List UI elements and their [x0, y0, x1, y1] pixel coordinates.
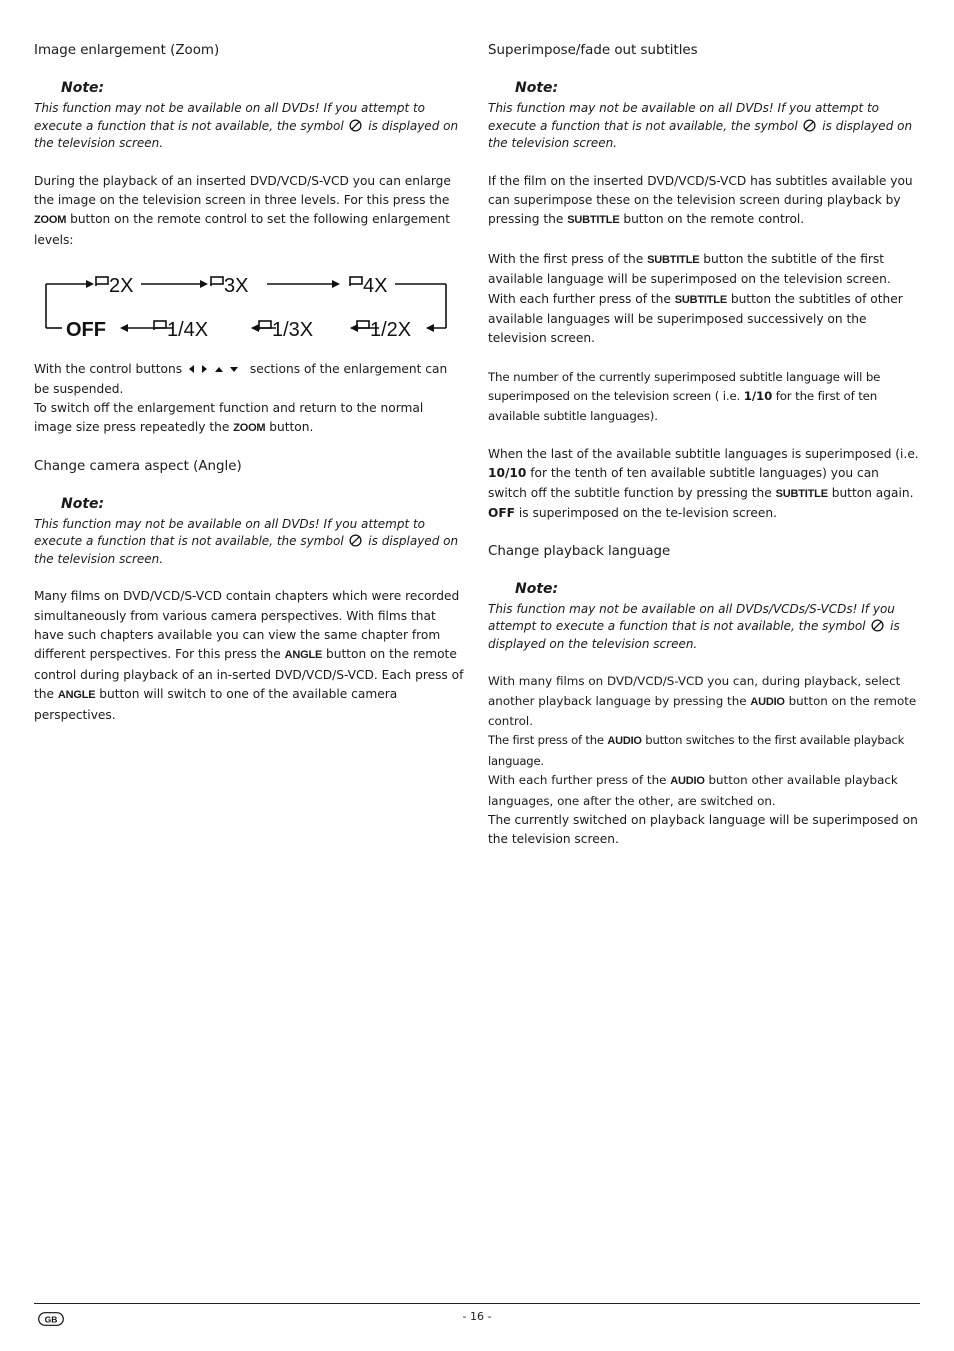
subtitles-note-text: This function may not be available on all DVDs! If you attempt to execute a function that is not available, the symbol is displayed on the television screen. — [488, 101, 913, 150]
angle-note-title: Note: — [61, 495, 105, 512]
zoom-paragraph-3: To switch off the enlargement function and return to the normal image size press repeatedly the ZOOM button. — [34, 400, 424, 435]
zoom-level-quarter: 1/4X — [167, 319, 209, 339]
prohibited-icon — [349, 119, 362, 132]
audio-paragraph-3: With each further press of the AUDIO button other available playback languages, one after the other, are switched on. — [488, 773, 898, 808]
subtitles-note-title: Note: — [515, 80, 559, 96]
zoom-level-3x: 3X — [224, 275, 249, 298]
zoom-paragraph-1: During the playback of an inserted DVD/VCD/S-VCD you can enlarge the image on the television screen in three levels. For this press the ZOOM button on the remote control to set the following enlargement levels: — [34, 173, 451, 247]
subtitles-heading: Superimpose/fade out subtitles — [488, 43, 698, 58]
zoom-level-half: 1/2X — [370, 319, 412, 339]
zoom-level-third: 1/3X — [272, 319, 314, 339]
angle-note-text: This function may not be available on all DVDs! If you attempt to execute a function that is not available, the symbol is displayed on the television screen. — [34, 516, 459, 566]
zoom-key: ZOOM — [34, 214, 67, 227]
zoom-level-4x: 4X — [363, 275, 388, 298]
angle-heading: Change camera aspect (Angle) — [34, 458, 242, 474]
audio-paragraph-1: With many films on DVD/VCD/S-VCD you can, during playback, select another playback language by pressing the AUDIO button on the remote control. — [488, 674, 917, 728]
audio-paragraph-2: The first press of the AUDIO button switches to the first available playback language. — [488, 733, 905, 768]
country-badge-label: GB — [44, 1314, 58, 1325]
prohibited-icon — [349, 534, 362, 547]
zoom-heading: Image enlargement (Zoom) — [34, 43, 220, 58]
left-column — [34, 40, 464, 725]
subtitles-paragraph-1: If the film on the inserted DVD/VCD/S-VCD has subtitles available you can superimpose these on the television screen during playback by pressing the SUBTITLE button on the remote control. — [488, 173, 913, 227]
subtitles-paragraph-2: With the first press of the SUBTITLE button the subtitle of the first available language will be superimposed on the television screen. With each further press of the SUBTITLE button the subtitles of other available languages will be superimposed successively on the television screen. — [488, 251, 903, 346]
angle-paragraph: Many films on DVD/VCD/S-VCD contain chapters which were recorded simultaneously from various camera perspectives. With films that have such chapters available you can view the same chapter from different perspectives. For this press the ANGLE button on the remote control during playback of an in-serted DVD/VCD/S-VCD. Each press of the ANGLE button will switch to one of the available camera perspectives. — [34, 589, 464, 722]
footer-divider — [34, 1303, 920, 1304]
zoom-levels-diagram — [40, 272, 452, 338]
zoom-level-2x: 2X — [109, 275, 134, 298]
prohibited-icon — [871, 619, 884, 632]
right-column — [488, 40, 920, 850]
prohibited-icon — [803, 119, 816, 132]
audio-note-title: Note: — [515, 580, 559, 597]
subtitles-paragraph-4: When the last of the available subtitle languages is superimposed (i.e. 10/10 for the tenth of ten available subtitle languages) you can switch off the subtitle function by pressing the SUBTITLE button again. OFF is superimposed on the te-levision screen. — [488, 446, 919, 521]
audio-heading: Change playback language — [488, 543, 671, 559]
audio-note-text: This function may not be available on all DVDs/VCDs/S-VCDs! If you attempt to execute a function that is not available, the symbol is displayed on the television screen. — [488, 601, 900, 651]
audio-paragraph-4: The currently switched on playback language will be superimposed on the television screen. — [488, 812, 918, 847]
zoom-paragraph-2: With the control buttons sections of the enlargement can be suspended. — [34, 362, 448, 396]
direction-arrows-icon — [188, 364, 244, 374]
zoom-note-title: Note: — [61, 80, 105, 96]
zoom-level-off: OFF — [66, 319, 106, 339]
zoom-note-text: This function may not be available on all DVDs! If you attempt to execute a function that is not available, the symbol is displayed on the television screen. — [34, 101, 459, 150]
page-number: - 16 - — [462, 1310, 492, 1323]
subtitles-paragraph-3: The number of the currently superimposed subtitle language will be superimposed on the television screen ( i.e. 1/10 for the first of ten available subtitle languages). — [488, 369, 881, 423]
